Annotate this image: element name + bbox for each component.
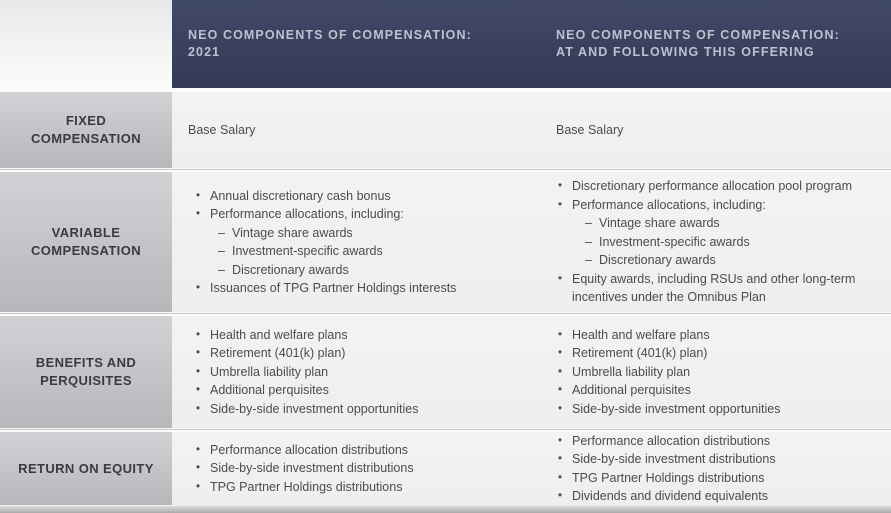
bullet-icon: •: [196, 282, 201, 294]
bullet-icon: •: [196, 384, 201, 397]
header-band: [172, 0, 891, 88]
list-item: [540, 450, 891, 469]
list-item: [172, 400, 540, 419]
column-header-offering: [540, 0, 891, 88]
list-item-text: TPG Partner Holdings distributions: [572, 470, 765, 485]
cell-benefits-offering: [540, 316, 891, 428]
row-divider: [0, 428, 891, 432]
list-item: [540, 381, 891, 400]
dash-icon: –: [585, 253, 592, 268]
bullet-icon: •: [558, 198, 563, 211]
list-item: [540, 251, 891, 270]
bullet-icon: •: [558, 402, 563, 415]
bullet-icon: •: [558, 490, 563, 502]
list-item: [172, 381, 540, 400]
base-salary-text-offering: Base Salary: [556, 123, 624, 137]
list-item: [172, 187, 540, 206]
bullet-icon: •: [196, 328, 201, 341]
bullet-icon: •: [196, 462, 201, 475]
row-divider: [0, 312, 891, 316]
variable-offering-list: [540, 177, 891, 307]
list-item: [172, 205, 540, 224]
bullet-icon: •: [196, 208, 201, 220]
cell-fixed-2021: [172, 92, 540, 168]
list-item: [540, 363, 891, 382]
list-item-text: Side-by-side investment distributions: [210, 461, 414, 476]
row-benefits-perquisites: [0, 316, 891, 428]
list-item-text: Additional perquisites: [210, 383, 329, 398]
list-item-text: Performance allocation distributions: [210, 442, 409, 457]
column-header-2021-line1: NEO COMPONENTS OF COMPENSATION:: [188, 28, 472, 42]
list-item: [540, 487, 891, 506]
list-item-text: Annual discretionary cash bonus: [210, 188, 391, 203]
list-item-text: Side-by-side investment opportunities: [210, 401, 419, 416]
list-item-text: Discretionary awards: [599, 253, 716, 268]
list-item-text: Side-by-side investment opportunities: [572, 401, 781, 416]
bullet-icon: •: [196, 402, 201, 415]
list-item: [172, 459, 540, 478]
list-item: [172, 224, 540, 243]
list-item: [172, 242, 540, 261]
row-fixed-compensation: [0, 92, 891, 168]
dash-icon: –: [218, 225, 225, 240]
base-salary-text-2021: Base Salary: [188, 123, 256, 137]
column-header-offering-line1: NEO COMPONENTS OF COMPENSATION:: [556, 28, 840, 42]
benefits-2021-list: [172, 326, 540, 419]
list-item: [540, 344, 891, 363]
row-label-benefits-perquisites: BENEFITS AND PERQUISITES: [0, 316, 172, 428]
list-item-text: Additional perquisites: [572, 383, 691, 398]
cell-return-offering: [540, 432, 891, 505]
dash-icon: –: [218, 262, 225, 277]
cell-return-2021: [172, 432, 540, 505]
list-item: [540, 177, 891, 196]
dash-icon: –: [218, 244, 225, 258]
bullet-icon: •: [558, 272, 563, 285]
list-item-text: Performance allocation distributions: [572, 433, 771, 448]
bullet-icon: •: [196, 443, 201, 456]
list-item-text: Discretionary performance allocation pool program: [572, 179, 852, 194]
list-item-text: Vintage share awards: [599, 216, 720, 231]
list-item: [540, 432, 891, 451]
row-variable-compensation: [0, 172, 891, 312]
list-item-text: Side-by-side investment distributions: [572, 452, 776, 466]
list-item-text: Investment-specific awards: [232, 244, 383, 258]
cell-variable-offering: [540, 172, 891, 312]
list-item: [540, 400, 891, 419]
return-2021-list: [172, 441, 540, 497]
bullet-icon: •: [196, 347, 201, 360]
list-item: [172, 344, 540, 363]
dash-icon: –: [585, 216, 592, 231]
list-item-text: Umbrella liability plan: [572, 364, 691, 379]
list-item-text: Health and welfare plans: [572, 327, 710, 342]
row-divider: [0, 168, 891, 172]
bullet-icon: •: [196, 189, 201, 202]
list-item-text: Retirement (401(k) plan): [210, 346, 346, 361]
bullet-icon: •: [558, 365, 563, 378]
list-item: [540, 214, 891, 233]
list-item: [540, 196, 891, 215]
bullet-icon: •: [558, 384, 563, 397]
list-item-text: Vintage share awards: [232, 225, 353, 240]
list-item-text: Equity awards, including RSUs and other long-term incentives under the Omnibus Plan: [572, 271, 856, 305]
list-item: [172, 441, 540, 460]
column-header-2021-line2: 2021: [188, 45, 221, 59]
cell-benefits-2021: [172, 316, 540, 428]
list-item-text: Investment-specific awards: [599, 234, 750, 249]
list-item: [540, 233, 891, 252]
row-label-fixed-compensation: FIXED COMPENSATION: [0, 92, 172, 168]
list-item-text: TPG Partner Holdings distributions: [210, 479, 403, 494]
cell-variable-2021: [172, 172, 540, 312]
list-item-text: Retirement (401(k) plan): [572, 346, 708, 361]
list-item-text: Performance allocations, including:: [210, 207, 404, 221]
bullet-icon: •: [558, 453, 563, 465]
list-item: [172, 261, 540, 280]
list-item: [172, 363, 540, 382]
bullet-icon: •: [558, 328, 563, 341]
header-corner-spacer: [0, 0, 172, 88]
list-item: [540, 270, 891, 307]
bullet-icon: •: [558, 434, 563, 447]
list-item-text: Dividends and dividend equivalents: [572, 489, 768, 503]
row-label-variable-compensation: VARIABLE COMPENSATION: [0, 172, 172, 312]
list-item-text: Discretionary awards: [232, 262, 349, 277]
row-divider: [0, 88, 891, 92]
bottom-edge: [0, 505, 891, 513]
row-return-on-equity: [0, 432, 891, 505]
list-item-text: Issuances of TPG Partner Holdings interests: [210, 281, 457, 295]
bullet-icon: •: [558, 347, 563, 360]
return-offering-list: [540, 432, 891, 506]
bullet-icon: •: [558, 180, 563, 193]
bullet-icon: •: [558, 471, 563, 484]
list-item: [172, 478, 540, 497]
benefits-offering-list: [540, 326, 891, 419]
list-item: [540, 326, 891, 345]
variable-2021-list: [172, 187, 540, 298]
bullet-icon: •: [196, 480, 201, 493]
list-item: [540, 469, 891, 488]
dash-icon: –: [585, 234, 592, 249]
column-header-2021: [172, 0, 540, 88]
table-header-row: [0, 0, 891, 88]
list-item-text: Performance allocations, including:: [572, 197, 766, 212]
cell-fixed-offering: [540, 92, 891, 168]
row-label-return-on-equity: RETURN ON EQUITY: [0, 432, 172, 505]
bullet-icon: •: [196, 365, 201, 378]
list-item-text: Health and welfare plans: [210, 327, 348, 342]
list-item: [172, 279, 540, 298]
list-item-text: Umbrella liability plan: [210, 364, 329, 379]
list-item: [172, 326, 540, 345]
column-header-offering-line2: AT AND FOLLOWING THIS OFFERING: [556, 45, 815, 59]
